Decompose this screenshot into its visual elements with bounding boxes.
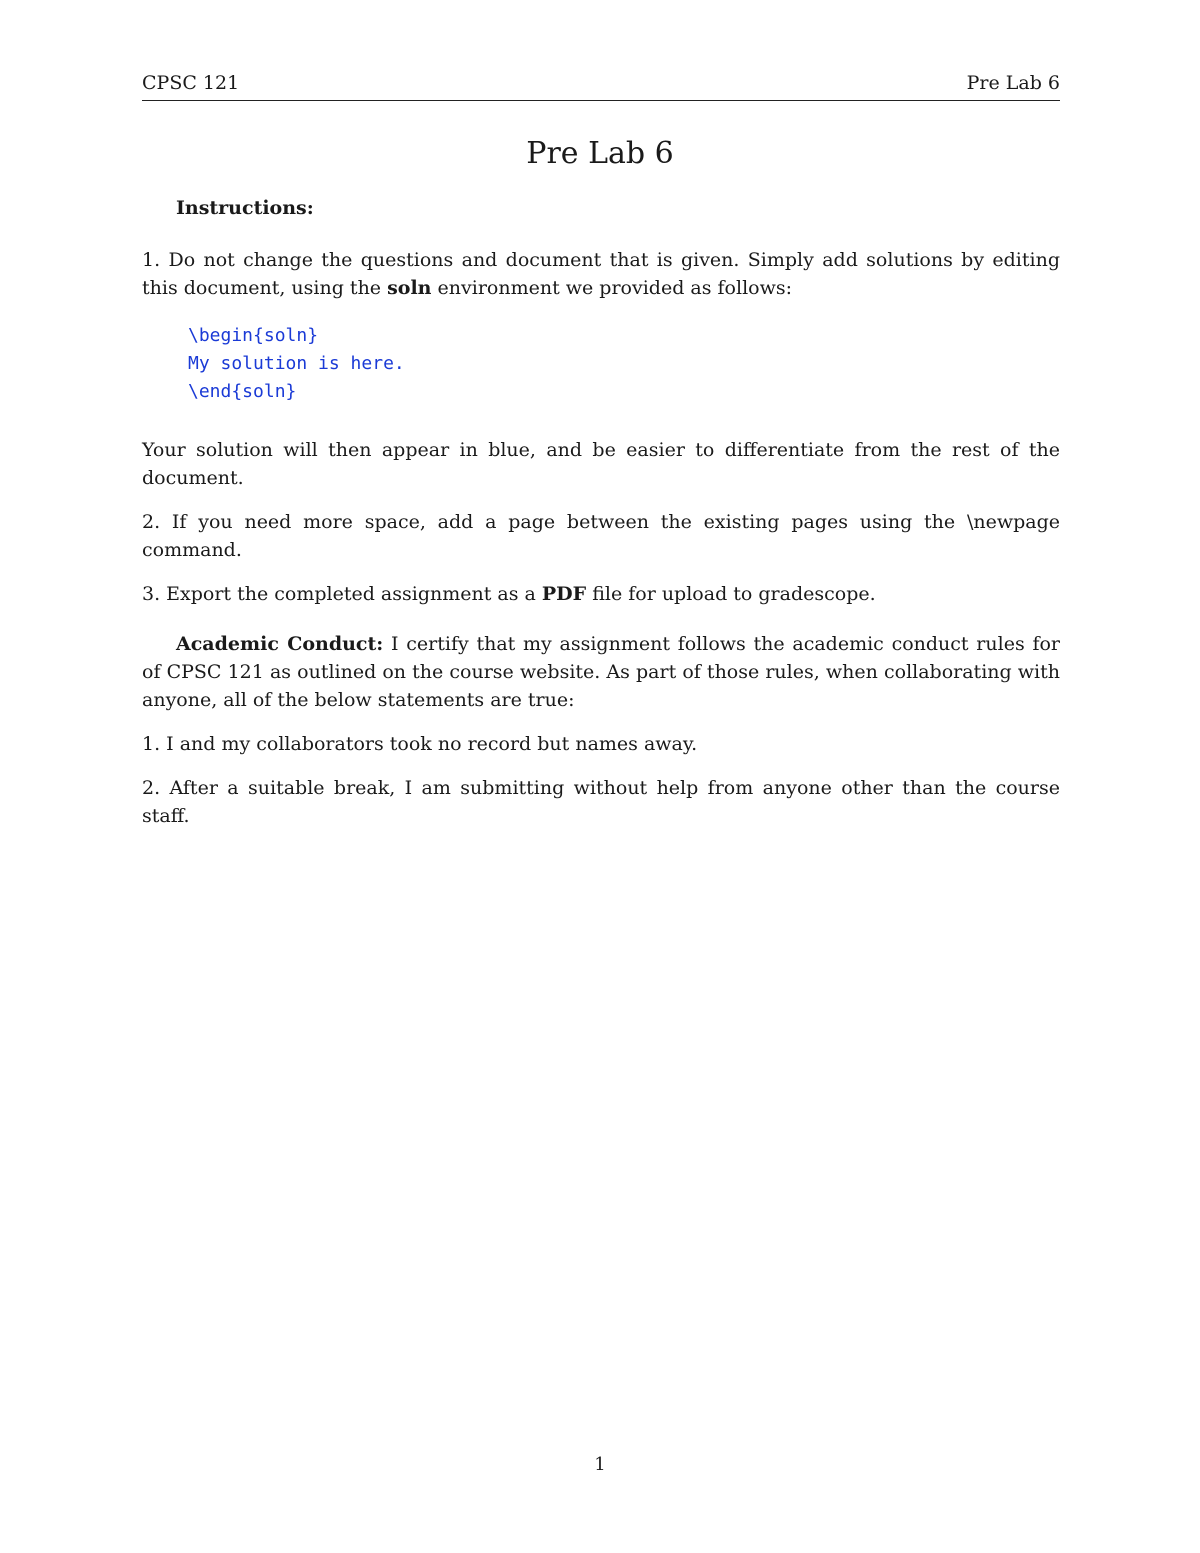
header-lab: Pre Lab 6 [966, 72, 1060, 94]
conduct-item-1: 1. I and my collaborators took no record but names away. [142, 733, 698, 755]
academic-conduct-label: Academic Conduct: [176, 633, 384, 655]
instruction-item-1-text-end: environment we provided as follows: [431, 277, 793, 299]
document-body [142, 194, 1060, 830]
instruction-item-3 [142, 580, 1060, 608]
code-line-end: \end{soln} [188, 381, 297, 402]
running-header [142, 72, 1060, 101]
code-line-body: My solution is here. [188, 353, 405, 374]
instruction-item-3-text-end: file for upload to gradescope. [586, 583, 876, 605]
solution-note: Your solution will then appear in blue, and be easier to differentiate from the rest of the document. [142, 439, 1060, 489]
code-example [142, 322, 1060, 406]
pdf-keyword: PDF [541, 583, 587, 605]
page-title: Pre Lab 6 [526, 136, 674, 171]
instruction-item-1-text: 1. Do not change the questions and document that is given. Simply add solutions by editing this document, using the [142, 249, 1060, 299]
conduct-item-2: 2. After a suitable break, I am submitting without help from anyone other than the course staff. [142, 777, 1060, 827]
instruction-item-3-text: 3. Export the completed assignment as a [142, 583, 542, 605]
instruction-item-1 [142, 246, 1060, 302]
instructions-heading: Instructions: [176, 197, 314, 219]
code-line-begin: \begin{soln} [188, 325, 319, 346]
page-number: 1 [594, 1454, 606, 1475]
academic-conduct-paragraph [142, 630, 1060, 714]
header-course: CPSC 121 [142, 72, 240, 94]
soln-keyword: soln [387, 277, 432, 299]
academic-conduct-text: I certify that my assignment follows the academic conduct rules for of CPSC 121 as outlined on the course website. As part of those rules, when collaborating with anyone, all of the below statements are true: [142, 633, 1060, 711]
instruction-item-2: 2. If you need more space, add a page between the existing pages using the \newpage command. [142, 511, 1060, 561]
